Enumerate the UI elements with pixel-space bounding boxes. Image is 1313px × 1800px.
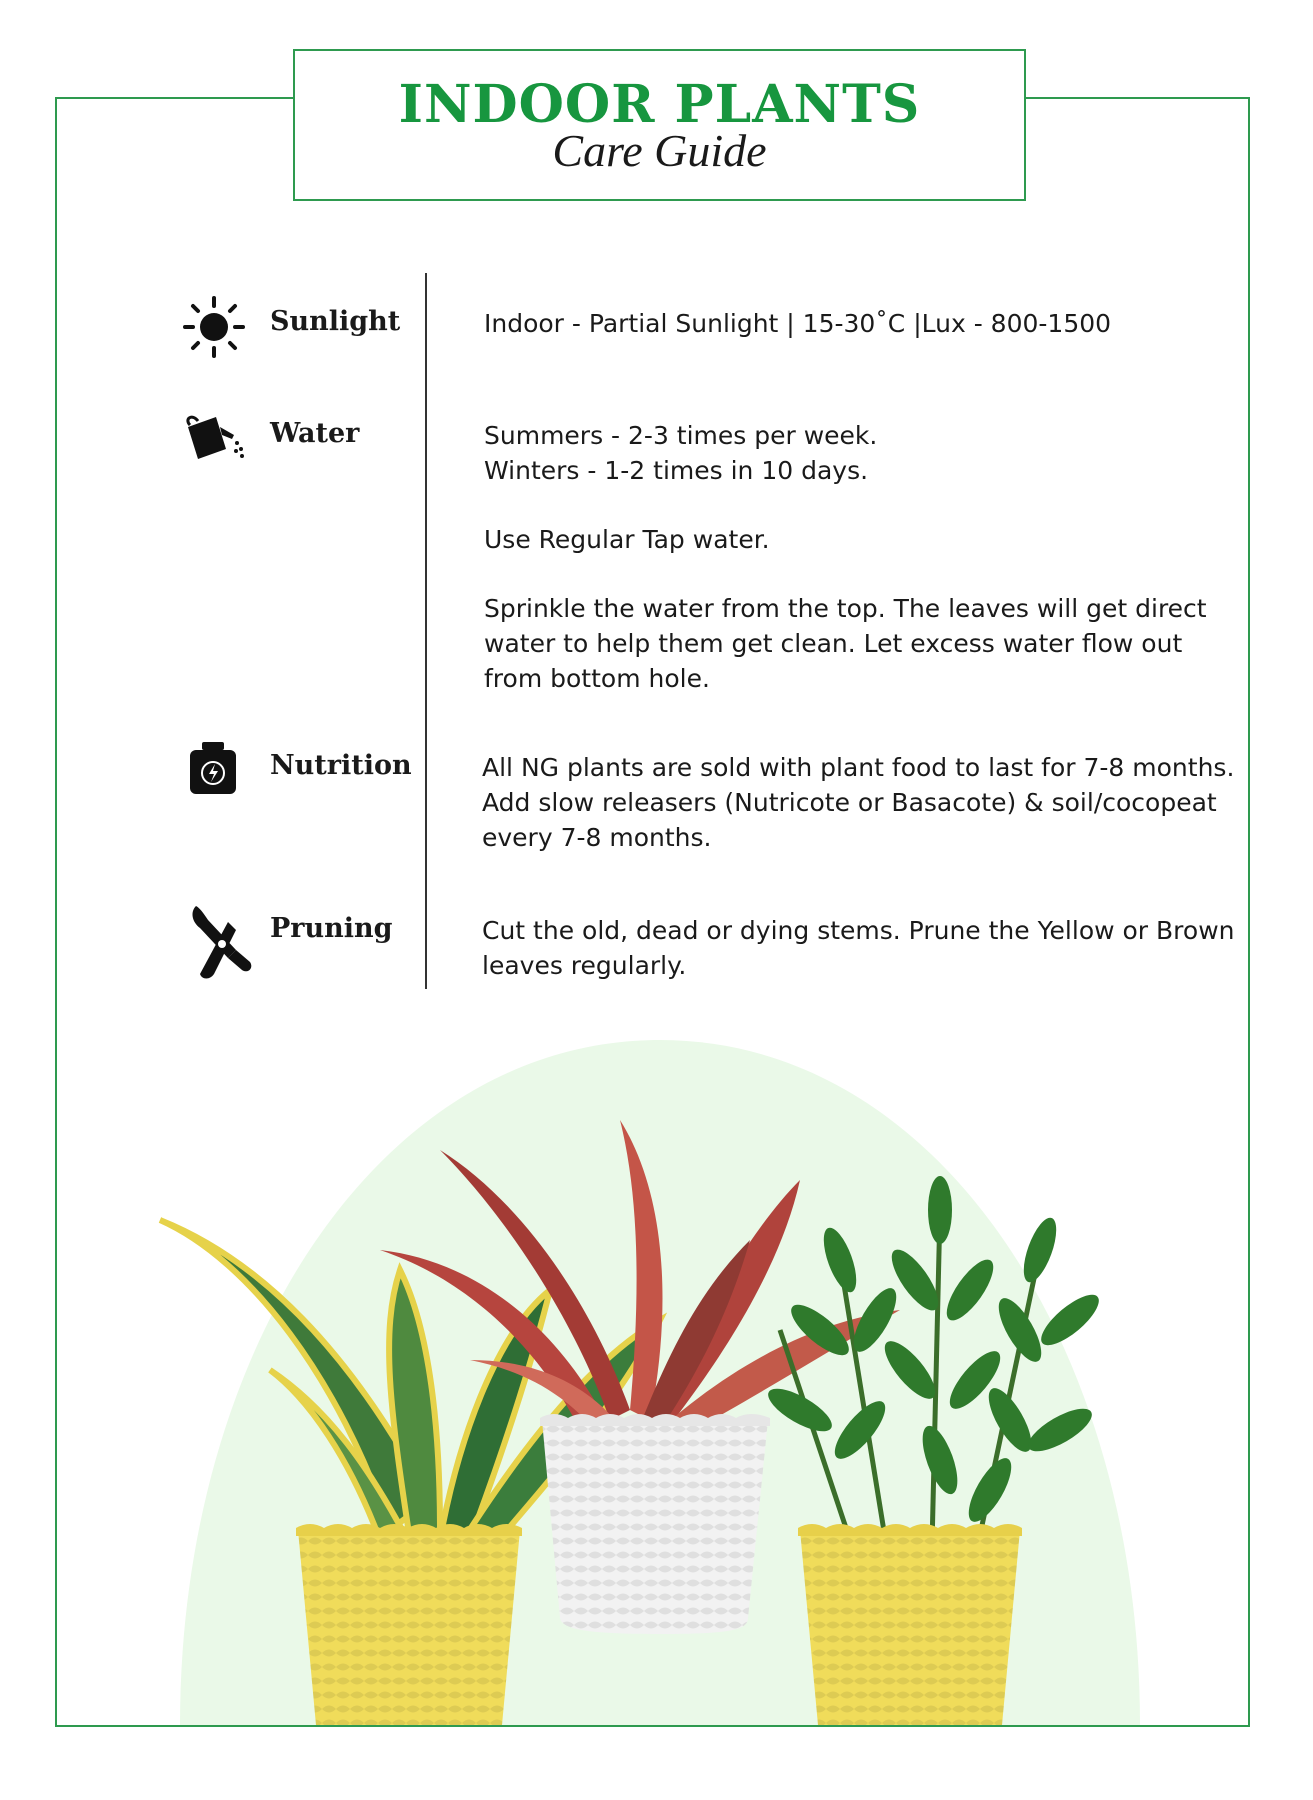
pruning-text: [482, 913, 1242, 983]
water-text: [484, 418, 1244, 696]
page-title: INDOOR PLANTS: [398, 74, 921, 135]
plants-photo: [140, 1030, 1180, 1725]
yellow-pot-right: [798, 1524, 1022, 1725]
page-subtitle: Care Guide: [552, 125, 767, 176]
sunlight-label: Sunlight: [270, 306, 401, 337]
pruning-label: Pruning: [270, 913, 393, 944]
water-label: Water: [270, 418, 360, 449]
watering-can-icon: [182, 413, 248, 463]
water-line-tap: Use Regular Tap water.: [484, 525, 770, 554]
vertical-divider: [425, 273, 427, 989]
nutrition-text: [482, 750, 1242, 855]
fertilizer-bottle-icon: [190, 742, 236, 794]
yellow-pot-left: [296, 1524, 522, 1725]
pruning-shears-icon: [188, 902, 254, 982]
water-line-winters: Winters - 1-2 times in 10 days.: [484, 456, 869, 485]
nutrition-label: Nutrition: [270, 750, 412, 781]
water-line-sprinkle: Sprinkle the water from the top. The leaves will get direct water to help them get clean. Let excess water flow out from bottom hole.: [484, 594, 1207, 693]
sun-icon: [183, 296, 245, 358]
title-box: [293, 49, 1026, 201]
white-pot-middle: [540, 1414, 770, 1634]
sunlight-description: Indoor - Partial Sunlight | 15-30˚C |Lux - 800-1500: [484, 309, 1112, 338]
sunlight-text: [484, 306, 1244, 341]
pruning-description: Cut the old, dead or dying stems. Prune the Yellow or Brown leaves regularly.: [482, 916, 1235, 980]
water-line-summers: Summers - 2-3 times per week.: [484, 421, 878, 450]
nutrition-description: All NG plants are sold with plant food to last for 7-8 months. Add slow releasers (Nutricote or Basacote) & soil/cocopeat every 7-8 months.: [482, 753, 1235, 852]
